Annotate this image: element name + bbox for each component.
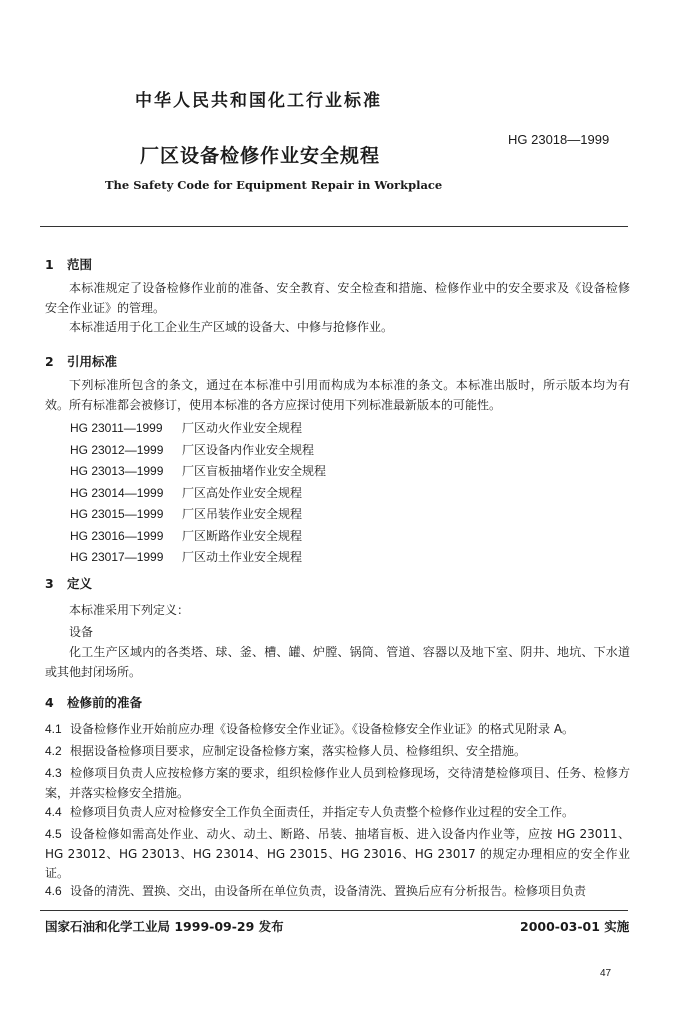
clause-4-6	[45, 882, 630, 902]
page-number: 47	[600, 968, 612, 979]
section-number: 4	[45, 695, 54, 710]
section-title: 定义	[67, 576, 93, 591]
clause-4-4	[45, 803, 630, 823]
clause-text: 设备检修如需高处作业、动火、动土、断路、吊装、抽堵盲板、进入设备内作业等，应按 HG 23011、HG 23012、HG 23013、HG 23014、HG 23015、HG 23016、HG 23017 的规定办理相应的安全作业证。	[45, 827, 630, 880]
list-item	[70, 418, 326, 440]
section-2-heading	[45, 352, 117, 370]
list-item	[70, 526, 326, 548]
ref-code: HG 23013—1999	[70, 464, 164, 478]
section-3-para-1: 本标准采用下列定义：	[69, 603, 190, 617]
ref-name: 厂区设备内作业安全规程	[182, 442, 315, 457]
clause-text: 检修项目负责人应按检修方案的要求，组织检修作业人员到检修现场，交待清楚检修项目、任务、检修方案，并落实检修安全措施。	[45, 766, 630, 800]
clause-number: 4.2	[45, 744, 62, 758]
page-title-english: The Safety Code for Equipment Repair in Workplace	[105, 178, 443, 192]
definition-term: 设备	[69, 625, 94, 639]
section-3-heading	[45, 574, 92, 592]
effective-date: 2000-03-01 实施	[520, 919, 630, 934]
ref-name: 厂区动土作业安全规程	[182, 550, 303, 564]
reference-list	[70, 418, 326, 569]
clause-text: 设备的清洗、置换、交出，由设备所在单位负责，设备清洗、置换后应有分析报告。检修项目负责	[70, 884, 587, 898]
ref-name: 厂区动火作业安全规程	[182, 421, 303, 435]
clause-number: 4.6	[45, 884, 62, 898]
ref-code: HG 23012—1999	[70, 442, 164, 457]
clause-text: 根据设备检修项目要求，应制定设备检修方案，落实检修人员、检修组织、安全措施。	[70, 744, 527, 758]
ref-code: HG 23015—1999	[70, 507, 164, 521]
ref-name: 厂区断路作业安全规程	[182, 528, 303, 543]
list-item	[70, 440, 326, 462]
section-1-heading	[45, 255, 92, 273]
clause-text: 设备检修作业开始前应办理《设备检修安全作业证》。《设备检修安全作业证》的格式见附录 A。	[70, 722, 575, 736]
section-title: 引用标准	[67, 354, 118, 369]
list-item	[70, 504, 326, 526]
standard-number: HG 23018—1999	[508, 132, 610, 147]
ref-code: HG 23014—1999	[70, 485, 164, 500]
section-1-para-1: 本标准规定了设备检修作业前的准备、安全教育、安全检查和措施、检修作业中的安全要求及《设备检修安全作业证》的管理。	[45, 281, 630, 315]
definition-text: 化工生产区域内的各类塔、球、釜、槽、罐、炉膛、锅筒、管道、容器以及地下室、阴井、地坑、下水道或其他封闭场所。	[45, 645, 630, 679]
clause-number: 4.4	[45, 805, 62, 819]
ref-name: 厂区吊装作业安全规程	[182, 507, 303, 521]
clause-4-3	[45, 764, 630, 803]
page-title: 厂区设备检修作业安全规程	[140, 145, 381, 167]
section-number: 1	[45, 257, 54, 272]
section-title: 检修前的准备	[67, 695, 143, 710]
section-number: 2	[45, 354, 54, 369]
header-divider	[40, 226, 628, 227]
header-org: 中华人民共和国化工行业标准	[135, 91, 382, 111]
section-4-heading	[45, 693, 142, 711]
clause-number: 4.1	[45, 722, 62, 736]
section-title: 范围	[67, 257, 93, 272]
section-number: 3	[45, 576, 54, 591]
clause-number: 4.5	[45, 827, 62, 841]
section-1-para-2: 本标准适用于化工企业生产区域的设备大、中修与抢修作业。	[69, 320, 394, 334]
issuer-line: 国家石油和化学工业局 1999-09-29 发布	[45, 919, 284, 934]
ref-code: HG 23011—1999	[70, 421, 163, 435]
clause-text: 检修项目负责人应对检修安全工作负全面责任，并指定专人负责整个检修作业过程的安全工作。	[70, 805, 575, 819]
section-2-para-1: 下列标准所包含的条文，通过在本标准中引用而构成为本标准的条文。本标准出版时，所示版本均为有效。所有标准都会被修订，使用本标准的各方应探讨使用下列标准最新版本的可能性。	[45, 378, 630, 412]
clause-4-5	[45, 825, 630, 884]
footer-divider	[40, 910, 628, 911]
ref-code: HG 23017—1999	[70, 550, 164, 564]
clause-4-2	[45, 742, 630, 762]
list-item	[70, 547, 326, 569]
clause-4-1	[45, 720, 630, 740]
ref-code: HG 23016—1999	[70, 528, 164, 543]
ref-name: 厂区高处作业安全规程	[182, 485, 303, 500]
ref-name: 厂区盲板抽堵作业安全规程	[182, 464, 327, 478]
list-item	[70, 483, 326, 505]
clause-number: 4.3	[45, 766, 62, 780]
list-item	[70, 461, 326, 483]
